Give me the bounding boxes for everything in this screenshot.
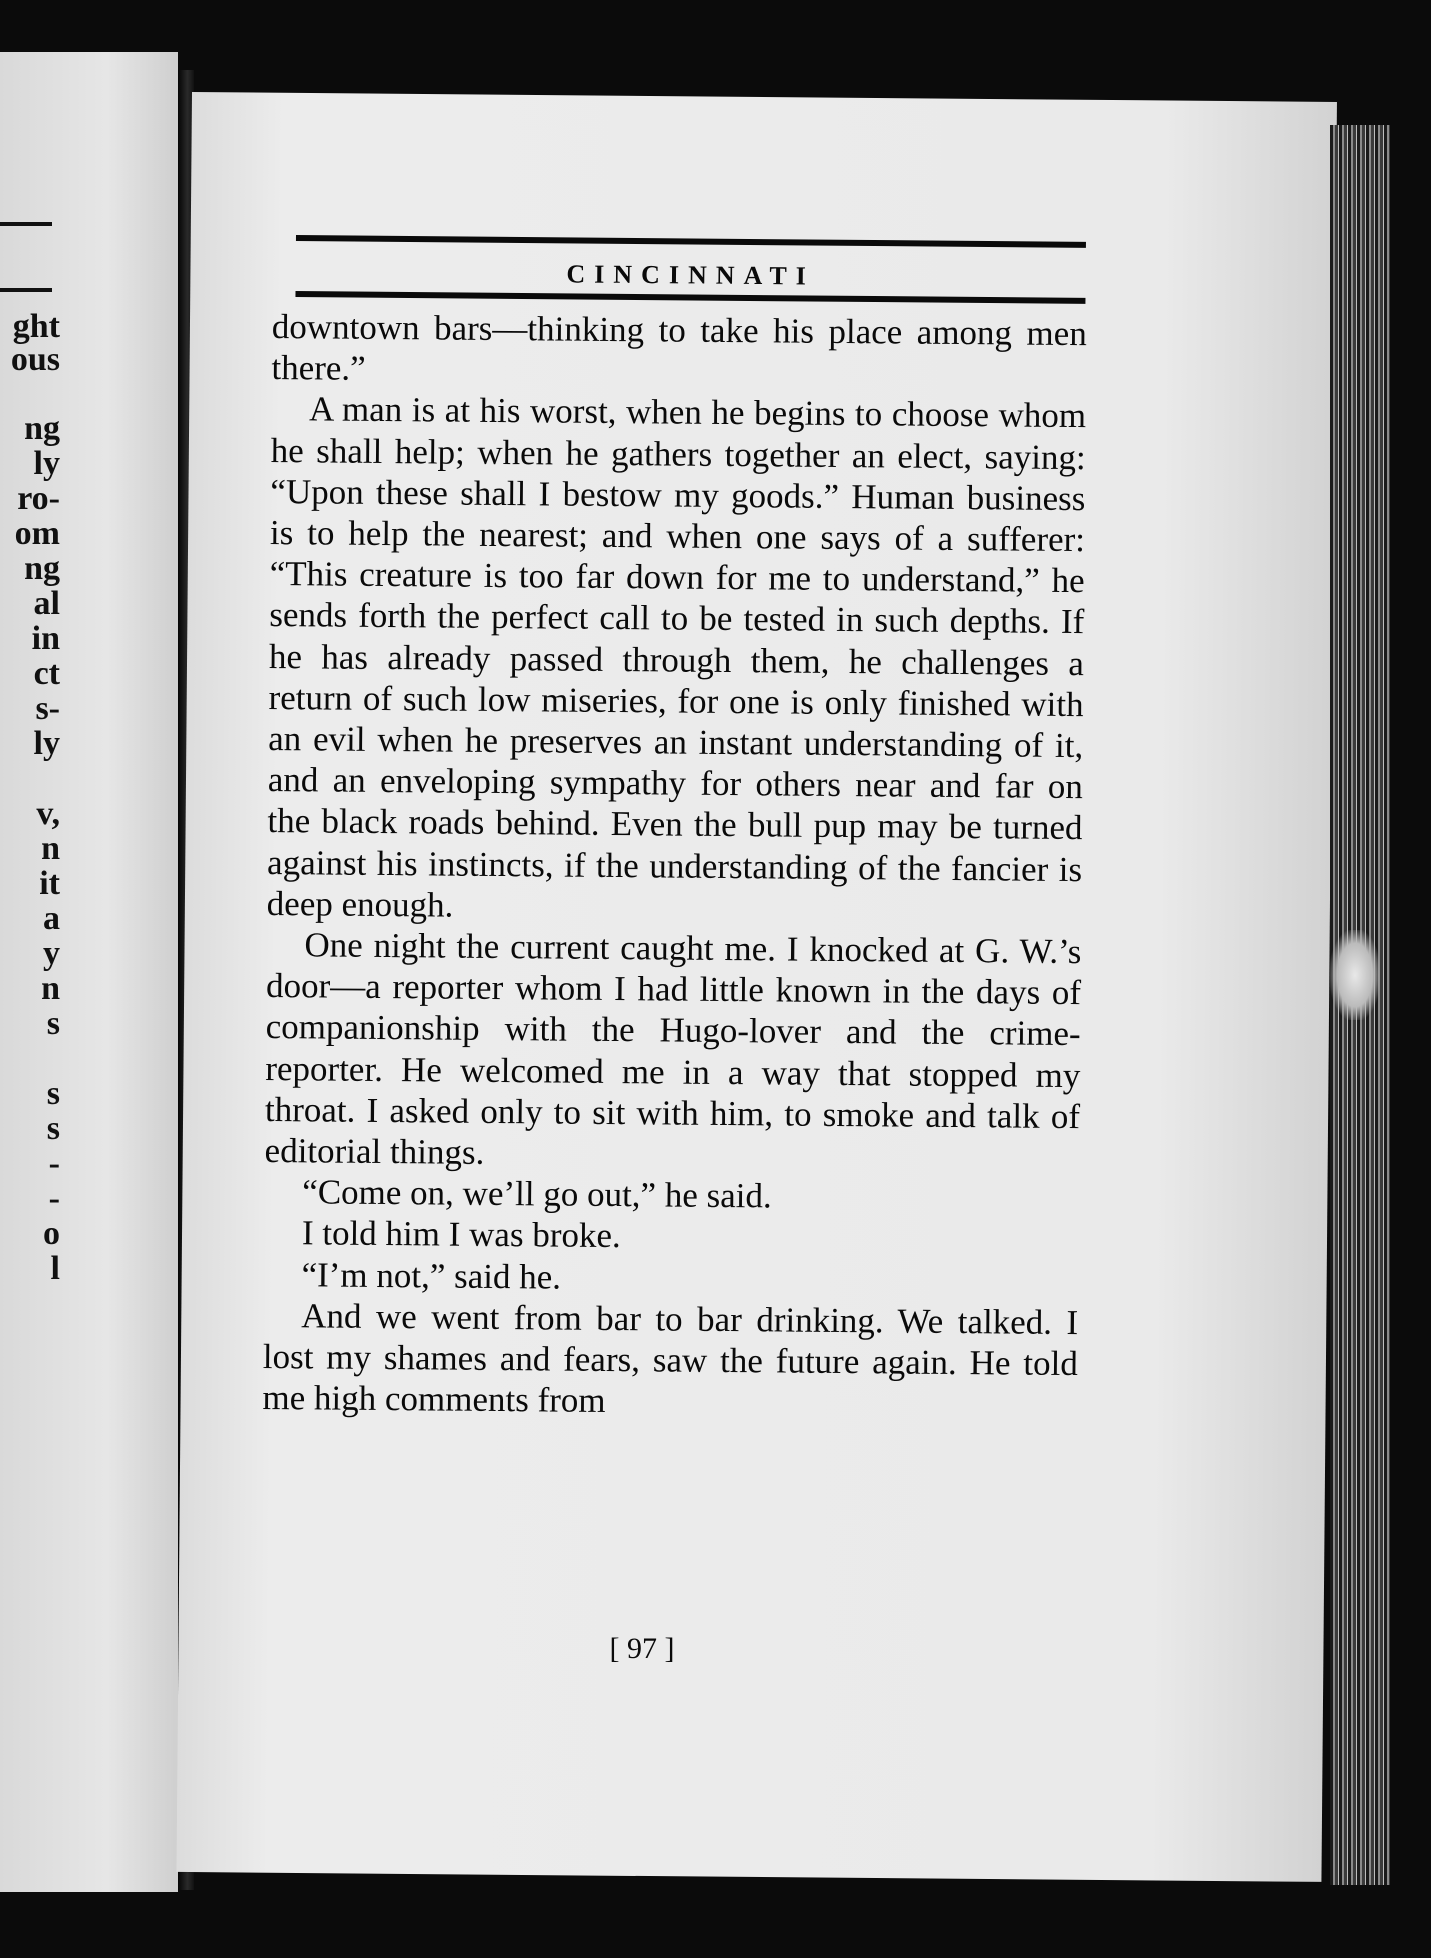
left-page-fragment: n — [41, 830, 60, 867]
left-page-edge — [0, 52, 178, 1892]
left-page-fragment: ct — [33, 655, 60, 692]
left-page-fragment: ng — [24, 410, 60, 447]
left-page-fragment: ous — [10, 341, 60, 378]
left-page-fragment: ly — [33, 445, 60, 482]
body-text — [262, 306, 1087, 1426]
left-page-fragment: ng — [24, 550, 60, 587]
left-page-fragment: - — [48, 1145, 60, 1182]
paragraph: “I’m not,” said he. — [301, 1254, 562, 1297]
paragraph: I told him I was broke. — [301, 1213, 621, 1256]
left-page-fragment: al — [33, 585, 60, 622]
paragraph: One night the current caught me. I knocked at G. W.’s door—a reporter whom I had little known in the days of companionship with the Hugo-lover and the crime-reporter. He welcomed me in a way that stopped my throat. I asked only to sit with him, to smoke and talk of editorial things. — [264, 925, 1082, 1172]
paragraph: “Come on, we’ll go out,” he said. — [302, 1172, 772, 1216]
left-page-fragment: s — [46, 1110, 60, 1147]
left-page-fragment: ro- — [17, 480, 60, 517]
left-page-fragment: y — [43, 935, 60, 972]
running-head-bottom-rule — [295, 291, 1085, 304]
paragraph: And we went from bar to bar drinking. We talked. I lost my shames and fears, saw the future again. He told me high comments from — [262, 1296, 1079, 1421]
left-page-rule — [0, 288, 52, 292]
left-page-fragment: s — [46, 1005, 60, 1042]
left-page-fragment: n — [41, 970, 60, 1007]
left-page-fragment: ght — [12, 308, 60, 345]
paragraph: A man is at his worst, when he begins to choose whom he shall help; when he gathers together an elect, saying: “Upon these shall I bestow my goods.” Human business is to help the nearest; and when one says of a sufferer: “This creature is too far down for me to understand,” he sends forth the perfect call to be tested in such depths. If he has already passed through them, he challenges a return of such low miseries, for one is only finished with an evil when he preserves an instant understanding of it, and an enveloping sympathy for others near and far on the black roads behind. Even the bull pup may be turned against his instincts, if the understanding of the fancier is deep enough. — [266, 389, 1087, 925]
left-page-fragment: om — [14, 515, 60, 552]
paragraph: downtown bars—thinking to take his place among men there.” — [271, 306, 1087, 389]
page-number: [ 97 ] — [609, 1632, 675, 1665]
left-page-fragment: it — [39, 865, 60, 902]
left-page-fragment: s- — [35, 690, 60, 727]
left-page-fragment: o — [43, 1215, 60, 1252]
scan-blemish — [1330, 930, 1380, 1020]
left-page-rule — [0, 222, 52, 226]
left-page-fragment: l — [50, 1250, 60, 1287]
left-page-fragment: v, — [36, 795, 60, 832]
left-page-fragment: ly — [33, 725, 60, 762]
left-page-fragment: in — [31, 620, 60, 657]
running-head — [295, 235, 1086, 308]
left-page-fragment: - — [48, 1180, 60, 1217]
left-page-fragment: s — [46, 1075, 60, 1112]
left-page-fragment: a — [43, 900, 60, 937]
running-head-title: CINCINNATI — [566, 259, 816, 291]
